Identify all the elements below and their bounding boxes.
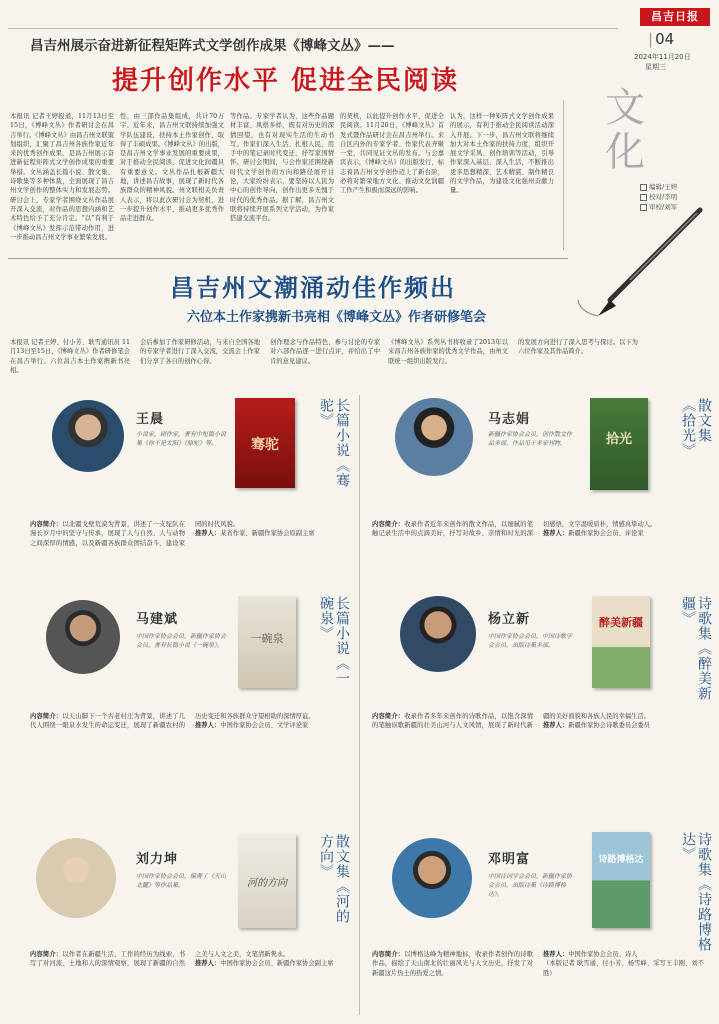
book-intro: 内容简介：收录作者多年来创作的诗歌作品，以饱含深情的笔触讴歌新疆的壮美山河与人文风情，展现了新时代新疆的美好面貌和各族人民的幸福生活。 推荐人：新疆作家协会诗歌委员会委员 bbox=[372, 713, 651, 730]
author-name: 杨立新 bbox=[488, 612, 531, 627]
lead-column-1: 本报讯 记者王婷报道，11月13日至15日，《博峰文丛》作者研讨会在昌吉举行。《博峰文丛》由昌吉州文联策划组织，汇聚了昌吉州各族作家近年来的优秀创作成果，是昌吉州展示奋进新征程矩阵式文学创作成果的重要举措。文丛涵盖长篇小说、散文集、诗歌集等多种体裁，全面展现了昌吉州文学创作的整体实力和发展态势。研讨会上，专家学者围绕文丛作品展开深入交流，对作品的思想内涵和艺术特色给予了充分肯定。“以”有利于《博峰文丛》发挥示范带动作用，进一步推动昌吉州文学事业繁荣发展。 bbox=[10, 113, 114, 241]
book-type-title: 长篇小说《一碗泉》 bbox=[318, 596, 350, 686]
book-cover bbox=[235, 398, 295, 488]
intro-column-4: 《博峰文丛》系列丛书将收录了2013年以来昌吉州各族作家的优秀文学作品，由州文联统一组织出版发行。 bbox=[388, 339, 508, 365]
section-headline: 昌吉州文潮涌动佳作频出 bbox=[170, 273, 456, 302]
culture-heading: 文化 bbox=[605, 85, 645, 175]
author-bio: 新疆作家协会会员，创作散文作品多部，作品见于多家刊物。 bbox=[488, 431, 573, 447]
lead-column-5: 认为，这样一种矩阵式文学创作成果的展示，有利于推动全民阅读活动深入开展。下一步，昌吉州文联将继续加大对本土作家的扶持力度，组织开展文学采风、创作培训等活动，引导作家深入基层、深入生活，不断推出更多思想精深、艺术精湛、制作精良的文学作品，为建设文化强州贡献力量。 bbox=[450, 113, 554, 195]
intro-column-2: 会后参加了作家研修活动，与来自全国各地的专家学者进行了深入交流，交流会上作家们分享了各自的创作心得。 bbox=[140, 339, 260, 365]
page-number: | 04 bbox=[648, 30, 674, 48]
intro-column-1: 本报讯 记者王婷、付小芳、耿雪通讯员 11月13日至15日，《博峰文丛》作者研修笔会在昌吉举行。六位昌吉本土作家携新书亮相。 bbox=[10, 339, 130, 374]
credit-reviewer: 审校/刘军 bbox=[640, 202, 710, 212]
lead-column-3: 等作品。专家学者认为，这些作品题材丰富、风格多样，既有对历史的深情回望，也有对现实生活的生动书写。作家们深入生活、扎根人民，用手中的笔记录时代变迁，抒写家国情怀。研讨会期间，与会作家还围绕新时代文学创作的方向和路径展开讨论，大家纷纷表示，要坚持以人民为中心的创作导向，创作出更多无愧于时代的优秀作品。据了解，昌吉州文联将持续开展系列文学活动，为作家搭建交流平台。 bbox=[230, 113, 334, 223]
book-type-title: 散文集《河的方向》 bbox=[318, 834, 350, 924]
author-bio: 中国作家协会会员，中国诗歌学会会员，出版诗集多部。 bbox=[488, 633, 573, 649]
book-intro: 内容简介：以天山脚下一个古老村庄为背景，讲述了几代人围绕一眼泉水发生的命运变迁，展现了新疆农村的历史变迁和各族群众守望相助的深情厚谊。 推荐人：中国作家协会会员、文学评论家 bbox=[30, 713, 315, 730]
book-cover bbox=[238, 834, 296, 928]
intro-column-3: 创作理念与作品特色，参与讨论的专家对六部作品逐一进行点评，并给出了中肯的意见建议。 bbox=[270, 339, 380, 365]
top-rule bbox=[8, 28, 618, 29]
author-name: 刘力坤 bbox=[136, 852, 179, 867]
author-bio: 中国诗词学会会员，新疆作家协会会员，出版诗集《诗路博格达》。 bbox=[488, 873, 573, 898]
credit-proofreader: 校对/李明 bbox=[640, 192, 710, 202]
author-name: 邓明富 bbox=[488, 852, 531, 867]
author-portrait bbox=[46, 600, 120, 674]
book-cover-title: 河的方向 bbox=[247, 878, 287, 889]
book-cover bbox=[592, 832, 650, 928]
book-cover-title: 醉美新疆 bbox=[599, 616, 643, 629]
issue-date: 2024年11月20日 bbox=[634, 53, 691, 61]
author-name: 马志娟 bbox=[488, 412, 531, 427]
book-cover-title: 骞驼 bbox=[251, 437, 279, 453]
author-portrait bbox=[400, 596, 476, 672]
book-cover bbox=[592, 596, 650, 688]
fountain-pen-icon bbox=[570, 200, 710, 320]
sidebar-divider bbox=[563, 100, 564, 250]
lead-column-4: 的契机，以此提升创作水平，促进全民阅读。11月20日，《博峰文丛》首发式暨作品研讨会在昌吉州举行。来自区内外的专家学者、作家代表齐聚一堂，共同见证文丛的发布。与会嘉宾表示，《博峰文丛》的出版发行，标志着昌吉州文学创作迈上了新台阶，必将对繁荣地方文化、推动文化润疆工作产生积极而深远的影响。 bbox=[340, 113, 444, 195]
book-intro: 内容简介：以博格达峰为精神地标，收录作者创作的诗歌作品，描绘了天山南北的壮丽风光与人文历史，抒发了对新疆这片热土的热爱之情。 推荐人：中国作家协会会员、诗人 （本版记者 耿雪通、付小芳、杨雪峰、采写王丰刚、刘不胜） bbox=[372, 951, 704, 977]
author-portrait bbox=[392, 838, 472, 918]
book-type-title: 长篇小说《骞驼》 bbox=[318, 398, 350, 488]
lead-headline: 提升创作水平 促进全民阅读 bbox=[112, 66, 460, 96]
author-bio: 小说家，剧作家，著有中短篇小说集《你不是太阳》《骆驼》等。 bbox=[136, 431, 227, 447]
book-cover bbox=[590, 398, 648, 490]
book-intro: 内容简介：收录作者近年来创作的散文作品，以细腻的笔触记录生活中的点滴美好，抒写对故乡、亲情和时光的深切感悟，文字温暖质朴，情感真挚动人。 推荐人：新疆作家协会会员、评论家 bbox=[372, 521, 657, 538]
author-portrait bbox=[52, 400, 124, 472]
book-cover-title: 拾光 bbox=[605, 432, 632, 447]
book-cover bbox=[238, 596, 296, 688]
author-grid-divider bbox=[359, 395, 360, 1015]
newspaper-logo: 昌吉日报 bbox=[640, 8, 710, 26]
author-bio: 中国作家协会会员，新疆作家协会会员，著有长篇小说《一碗泉》。 bbox=[136, 633, 227, 649]
book-cover-title: 一碗泉 bbox=[250, 632, 284, 645]
book-type-title: 散文集《拾光》 bbox=[680, 398, 712, 458]
issue-weekday: 星期三 bbox=[645, 63, 666, 71]
book-cover-title: 诗路博格达 bbox=[598, 855, 644, 865]
book-type-title: 诗歌集《诗路博格达》 bbox=[680, 832, 712, 952]
section-subheadline: 六位本土作家携新书亮相《博峰文丛》作者研修笔会 bbox=[187, 310, 487, 325]
section-rule bbox=[8, 258, 568, 259]
author-bio: 中国作家协会会员，编著了《天山北麓》等作品集。 bbox=[136, 873, 227, 889]
book-intro: 内容简介：以北疆戈壁荒漠为背景，讲述了一支驼队在漫长岁月中的坚守与传承，展现了人与自然、人与动物之间深厚的情感，以及新疆各族群众团结奋斗、建设家园的时代风貌。 推荐人：某省作家、新疆作家协会原副主席 bbox=[30, 521, 315, 547]
lead-kicker: 昌吉州展示奋进新征程矩阵式文学创作成果《博峰文丛》—— bbox=[30, 38, 395, 54]
author-portrait bbox=[395, 398, 473, 476]
lead-column-2: 性，由三部作品集组成，共计70万字。近年来，昌吉州文联持续加强文学队伍建设，扶持本土作家创作，取得了丰硕成果。《博峰文丛》的出版，是昌吉州文学事业发展的重要成果，对于推动全民阅读、促进文化润疆具有重要意义。文丛作品扎根新疆大地，讲述昌吉故事，展现了新时代各族群众的精神风貌。州文联相关负责人表示，将以此次研讨会为契机，进一步提升创作水平，推动更多优秀作品走进群众。 bbox=[120, 113, 224, 223]
credit-editor: 编辑/王婷 bbox=[640, 182, 710, 192]
book-type-title: 诗歌集《醉美新疆》 bbox=[680, 596, 712, 701]
author-portrait bbox=[36, 838, 116, 918]
author-name: 王晨 bbox=[136, 412, 165, 427]
intro-column-5: 的发展方向进行了深入思考与探讨。以下为六位作家及其作品简介。 bbox=[518, 339, 638, 356]
author-name: 马建斌 bbox=[136, 612, 179, 627]
book-intro: 内容简介：以作者在新疆生活、工作的经历为线索，书写了对河流、土地和人的深情观察，展现了新疆的自然之美与人文之美，文笔清新隽永。 推荐人：中国作家协会会员、新疆作家协会副主席 bbox=[30, 951, 334, 968]
